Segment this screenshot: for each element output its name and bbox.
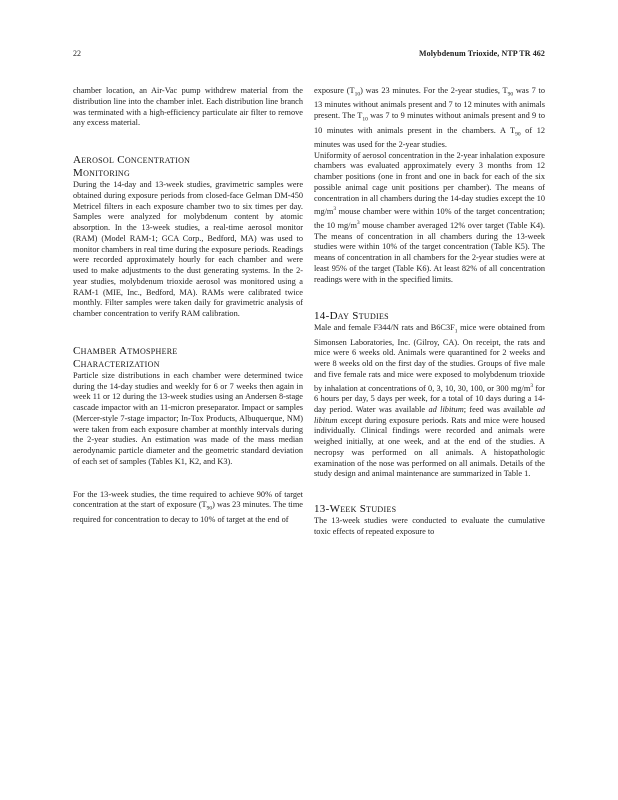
paragraph-13week-intro: The 13-week studies were conducted to evaluate the cumulative toxic effects of repeated exposure to	[314, 516, 545, 536]
subheading-monitoring: Monitoring	[73, 167, 131, 179]
left-column	[73, 86, 303, 525]
section-heading-13week-studies: 13-Week Studies	[314, 503, 397, 516]
subheading-characterization: Characterization	[73, 357, 160, 370]
running-header	[73, 49, 545, 61]
running-title: Molybdenum Trioxide, NTP TR 462	[418, 49, 545, 58]
paragraph-14day: Male and female F344/N rats and $B6C3F_1$ mice were obtained from Simonsen Laboratories, Inc. (Gilroy, CA). On receipt, the rats and mice were 6 weeks old. Animals were quarantined for 2 weeks and were 8 weeks old on the first day of the studies. Groups of five male and five female rats and mice were exposed to molybdenum trioxide by inhalation at concentrations of 0, 3, 10, 30, 100, or 300 $mg/m^3$ for 6 hours per day, 5 days per week, for a total of 10 days during a 14-day period. Water was available ad libitum; feed was available ad libitum except during exposure periods. Rats and mice were housed individually. Clinical findings were recorded and animals were weighed initially, at one week, and at the end of the studies. A necropsy was performed on all animals. A histopathologic examination of the nose was performed on all animals. Details of the study design and animal maintenance are summarized in Table 1.	[314, 323, 545, 479]
paragraph-monitoring: During the 14-day and 13-week studies, gravimetric samples were obtained during exposure periods from closed-face Gelman DM-450 Metricel filters in each exposure chamber two to six times per day. Samples were analyzed for molybdenum content by atomic absorption. In the 13-week studies, a real-time aerosol monitor (RAM) (Model RAM-1; GCA Corp., Bedford, MA) was used to monitor chambers in real time during the exposure periods. Readings were recorded approximately hourly for each chamber and were used to make adjustments to the dust generating systems. In the 2-year studies, molybdenum trioxide aerosol was monitored using a RAM-1 (MIE, Inc., Bedford, MA). RAMs were calibrated twice monthly. Filter samples were taken daily for gravimetric analysis of chamber concentration to verify RAM calibration.	[73, 180, 303, 318]
paragraph-13week-timing: For the 13-week studies, the time required to achieve 90% of target concentration at the start of exposure $(T_{90})$ was 23 minutes. The time required for concentration to decay to 10% of target at the end of	[73, 489, 303, 524]
paragraph-chamber-location: chamber location, an Air-Vac pump withdrew material from the distribution line into the chamber inlet. Each distribution line branch was terminated with a high-efficiency particulate air filter to remove any excess material.	[73, 86, 303, 128]
paragraph-exposure-timing: exposure $(T_{10})$ was 23 minutes. For the 2-year studies, $T_{90}$ was 7 to 13 minutes without animals present and 7 to 12 minutes with animals present. The $T_{10}$ was 7 to 9 minutes without animals present and 9 to 10 minutes with animals present in the chambers. A $T_{90}$ of 12 minutes was used for the 2-year studies.	[314, 86, 546, 149]
paragraph-uniformity: Uniformity of aerosol concentration in the 2-year inhalation exposure chambers was evaluated approximately every 3 months from 12 chamber positions (one in front and one in back for each of the six possible animal cage unit positions per chamber). The means of concentration in all chambers during the 14-day studies except the 10 $mg/m^3$ mouse chamber were within 10% of the target concentration; the 10 $mg/m^3$ mouse chamber averaged 12% over target (Table K4). The means of concentration in all chambers during the 13-week studies were within 10% of the target concentration (Table K5). The means of concentration in all chambers for the 2-year studies were at least 95% of the target (Table K6). At least 82% of all concentration readings were with in the specified limits.	[314, 150, 545, 284]
paragraph-characterization: Particle size distributions in each chamber were determined twice during the 14-day studies and weekly for 6 or 7 weeks then again in week 11 or 12 during the 13-week studies using an Andersen 8-stage cascade impactor with an 11-micron preseparator. Impact or samples (Mercer-style 7-stage impactor; In-Tox Products, Albuquerque, NM) were taken from each exposure chamber at monthly intervals during the 2-year studies. An estimation was made of the mass median aerodynamic particle diameter and the geometric standard deviation of each set of samples (Tables K1, K2, and K3).	[73, 370, 303, 466]
right-column	[314, 86, 545, 538]
section-heading-14day-studies: 14-Day Studies	[314, 310, 389, 323]
section-heading-chamber-atmosphere: Chamber Atmosphere	[73, 344, 178, 357]
section-heading-aerosol-concentration: Aerosol Concentration	[73, 154, 191, 166]
page-number: 22	[73, 49, 81, 58]
